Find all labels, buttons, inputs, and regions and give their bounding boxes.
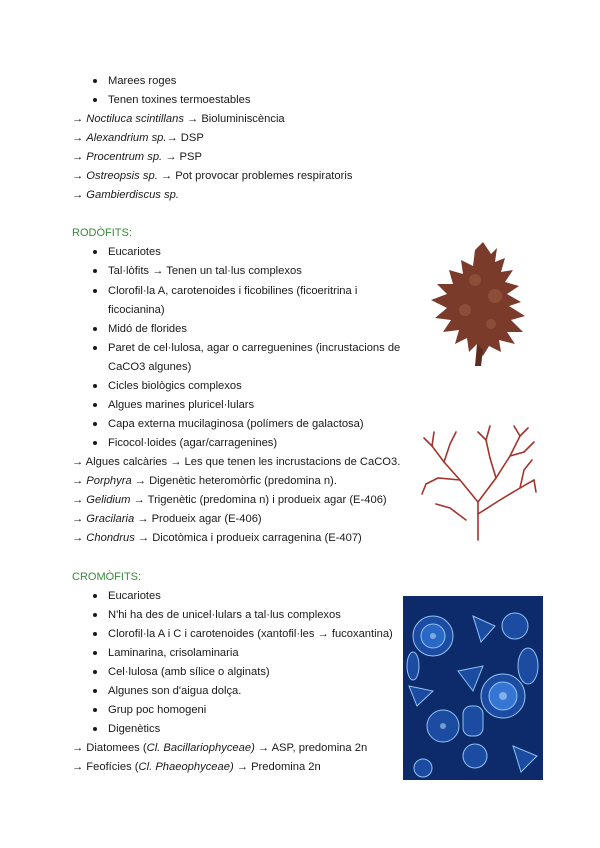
arrow-item: → Porphyra → Digenètic heteromòrfic (predomina n). [72, 475, 337, 487]
arrow-item: → Chondrus → Dicotòmica i produeix carragenina (E-407) [72, 532, 362, 544]
arrow-item: → Gelidium → Trigenètic (predomina n) i produeix agar (E-406) [72, 494, 387, 506]
bullet-item: ficocianina) [108, 304, 165, 316]
bullet-item: Grup poc homogeni [108, 704, 207, 716]
bullet-item: Cicles biològics complexos [108, 380, 242, 392]
bullet-item: Tenen toxines termoestables [108, 94, 251, 106]
bullet-item: Marees roges [108, 75, 177, 87]
diatoms-image [403, 596, 543, 780]
bullet-item: Ficocol·loides (agar/carragenines) [108, 437, 278, 449]
bullet-item: CaCO3 algunes) [108, 361, 192, 373]
bullet-item: Algues marines pluricel·lulars [108, 399, 255, 411]
bullet-item: Eucariotes [108, 590, 161, 602]
bullet-item: N'hi ha des de unicel·lulars a tal·lus complexos [108, 609, 341, 621]
arrow-item: → Alexandrium sp.→ DSP [72, 132, 204, 144]
red-seaweed-image [425, 240, 535, 370]
arrow-item: → Noctiluca scintillans → Bioluminiscència [72, 113, 285, 125]
bullet-item: Eucariotes [108, 246, 161, 258]
bullet-item: Tal·lòfits → Tenen un tal·lus complexos [108, 265, 302, 277]
bullet-item: Clorofil·la A, carotenoides i ficobilines (ficoeritrina i [108, 285, 358, 297]
arrow-item: → Gracilaria → Produeix agar (E-406) [72, 513, 262, 525]
arrow-item: → Gambierdiscus sp. [72, 189, 179, 201]
bullet-item: Laminarina, crisolaminaria [108, 647, 239, 659]
section-heading-rodofits: RODÒFITS: [72, 227, 132, 239]
branching-alga-image [420, 422, 538, 542]
arrow-item: → Algues calcàries → Les que tenen les incrustacions de CaCO3. [72, 456, 401, 468]
bullet-item: Digenètics [108, 723, 161, 735]
bullet-item: Algunes son d'aigua dolça. [108, 685, 242, 697]
arrow-item: → Procentrum sp. → PSP [72, 151, 202, 163]
bullet-item: Cel·lulosa (amb sílice o alginats) [108, 666, 270, 678]
arrow-item: → Feofícies (Cl. Phaeophyceae) → Predomina 2n [72, 761, 321, 773]
bullet-item: Midó de florides [108, 323, 187, 335]
bullet-item: Clorofil·la A i C i carotenoides (xantofil·les → fucoxantina) [108, 628, 393, 640]
bullet-item: Capa externa mucilaginosa (polímers de galactosa) [108, 418, 364, 430]
bullet-item: Paret de cel·lulosa, agar o carreguenines (incrustacions de [108, 342, 401, 354]
arrow-item: → Ostreopsis sp. → Pot provocar problemes respiratoris [72, 170, 353, 182]
arrow-item: → Diatomees (Cl. Bacillariophyceae) → ASP, predomina 2n [72, 742, 368, 754]
section-heading-cromofits: CROMÒFITS: [72, 571, 142, 583]
